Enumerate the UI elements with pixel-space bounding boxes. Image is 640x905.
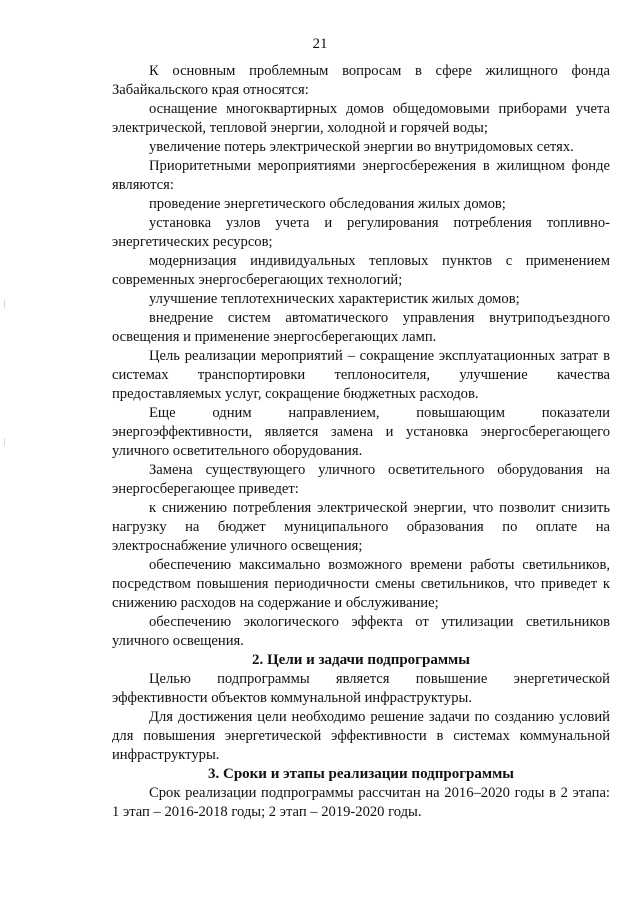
paragraph: к снижению потребления электрической энергии, что позволит снизить нагрузку на бюджет муниципального образования по оплате на электроснабжение уличного освещения;	[112, 500, 610, 554]
section-3-heading: 3. Сроки и этапы реализации подпрограммы	[207, 766, 515, 782]
paragraph: Целью подпрограммы является повышение энергетической эффективности объектов коммунальной инфраструктуры.	[112, 671, 610, 706]
paragraph: обеспечению максимально возможного времени работы светильников, посредством повышения периодичности смены светильников, что приведет к снижению расходов на содержание и обслуживание;	[112, 557, 610, 611]
paragraph: внедрение систем автоматического управления внутриподъездного освещения и применение энергосберегающих ламп.	[112, 310, 610, 345]
paragraph: улучшение теплотехнических характеристик жилых домов;	[149, 291, 520, 307]
paragraph: Еще одним направлением, повышающим показатели энергоэффективности, является замена и установка энергосберегающего уличного осветительного оборудования.	[112, 405, 610, 459]
paragraph: модернизация индивидуальных тепловых пунктов с применением современных энергосберегающих технологий;	[112, 253, 610, 288]
section-2-heading: 2. Цели и задачи подпрограммы	[252, 652, 470, 668]
paragraph: Цель реализации мероприятий – сокращение эксплуатационных затрат в системах транспортировки теплоносителя, улучшение качества предоставляемых услуг, сокращение бюджетных расходов.	[112, 348, 610, 402]
paragraph: Срок реализации подпрограммы рассчитан на 2016–2020 годы в 2 этапа: 1 этап – 2016-2018 годы; 2 этап – 2019-2020 годы.	[112, 785, 610, 820]
document-body	[112, 62, 610, 822]
paragraph: оснащение многоквартирных домов общедомовыми приборами учета электрической, тепловой энергии, холодной и горячей воды;	[112, 101, 610, 136]
paragraph: Приоритетными мероприятиями энергосбережения в жилищном фонде являются:	[112, 158, 610, 193]
paragraph: увеличение потерь электрической энергии во внутридомовых сетях.	[149, 139, 574, 155]
paragraph: К основным проблемным вопросам в сфере жилищного фонда Забайкальского края относятся:	[112, 63, 610, 98]
paragraph: обеспечению экологического эффекта от утилизации светильников уличного освещения.	[112, 614, 610, 649]
scan-mark	[4, 438, 5, 446]
paragraph: проведение энергетического обследования жилых домов;	[149, 196, 506, 212]
paragraph: установка узлов учета и регулирования потребления топливно-энергетических ресурсов;	[112, 215, 610, 250]
paragraph: Замена существующего уличного осветительного оборудования на энергосберегающее приведет:	[112, 462, 610, 497]
scan-mark	[4, 300, 5, 308]
paragraph: Для достижения цели необходимо решение задачи по созданию условий для повышения энергетической эффективности в системах коммунальной инфраструктуры.	[112, 709, 610, 763]
page-number: 21	[312, 36, 328, 52]
